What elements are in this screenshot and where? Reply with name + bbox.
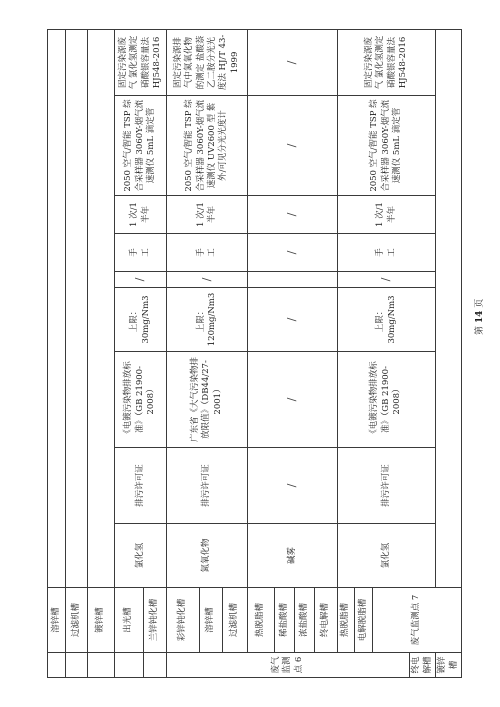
tank-cell: 浓盐酸槽 bbox=[295, 588, 315, 653]
monitoring-table-sheet bbox=[47, 30, 459, 678]
monitoring-point-cell: 废气监测点 6 bbox=[167, 653, 410, 678]
method-cell: 固定污染源废气 氯化氢测定 硝酸银容量法 HJ548-2016 bbox=[115, 29, 167, 95]
table-row bbox=[436, 29, 462, 677]
table-row bbox=[248, 29, 275, 677]
standard-cell: 广东省《大气污染物排放限值》（DB44/27-2001） bbox=[167, 352, 248, 448]
slash-cell: / bbox=[248, 29, 338, 95]
tank-cell: 稀盐酸槽 bbox=[275, 588, 295, 653]
pollutant-cell: 碱雾 bbox=[248, 524, 338, 588]
tank-cell: 终电解槽 bbox=[315, 588, 338, 653]
slash-cell: / bbox=[248, 234, 338, 272]
monitoring-table bbox=[47, 29, 462, 678]
tank-cell: 溶锌槽 bbox=[48, 588, 66, 653]
tank-cell: 溶锌槽 bbox=[200, 588, 223, 653]
frequency-cell: 1 次/1 半年 bbox=[167, 196, 248, 234]
slash-cell: / bbox=[338, 272, 436, 288]
tank-cell: 彩锌钝化槽 bbox=[167, 588, 200, 653]
basis-cell: 排污许可证 bbox=[167, 448, 248, 524]
tank-cell: 镀锌槽 bbox=[88, 588, 115, 653]
table-row bbox=[115, 29, 144, 677]
tank-cell: 过滤机槽 bbox=[66, 588, 88, 653]
instrument-cell: 2050 空气/智能 TSP 综合采样器 3060Y-烟气流速测仪 UV2600 型 紫外/可见分光光度计 bbox=[167, 96, 248, 196]
slash-cell: / bbox=[167, 272, 248, 288]
slash-cell: / bbox=[248, 352, 338, 448]
pollutant-cell: 氯化氢 bbox=[115, 524, 167, 588]
slash-cell: / bbox=[248, 448, 338, 524]
instrument-cell: 2050 空气/智能 TSP 综合采样器 3060Y-烟气流速测仪 5mL 滴定管 bbox=[115, 96, 167, 196]
instrument-cell: 2050 空气/智能 TSP 综合采样器 3060Y-烟气流速测仪 5mL 滴定管 bbox=[338, 96, 436, 196]
tank-cell: 兰锌钝化槽 bbox=[144, 588, 167, 653]
standard-cell: 《电镀污染物排放标准》（GB 21900-2008） bbox=[115, 352, 167, 448]
tank-cell: 镀锌槽 bbox=[436, 653, 462, 678]
tank-cell: 电解脱脂槽 bbox=[355, 588, 373, 653]
mode-cell: 手 工 bbox=[338, 234, 436, 272]
slash-cell: / bbox=[248, 288, 338, 352]
monitoring-point-cell: 废气监测点 7 bbox=[373, 588, 462, 653]
tank-cell: 出光槽 bbox=[115, 588, 144, 653]
limit-cell: 上限： 30mg/Nm3 bbox=[115, 288, 167, 352]
table-row bbox=[338, 29, 355, 677]
pollutant-cell: 氯化氢 bbox=[338, 524, 436, 588]
pollutant-cell: 氮氧化物 bbox=[167, 524, 248, 588]
table-row bbox=[66, 29, 88, 677]
frequency-cell: 1 次/1 半年 bbox=[338, 196, 436, 234]
basis-cell: 排污许可证 bbox=[115, 448, 167, 524]
tank-cell: 过滤机槽 bbox=[223, 588, 248, 653]
method-cell: 固定污染源排气中氮氧化物的测定 盐酸萘乙二胺分光光度法 HJ/T 43-1999 bbox=[167, 29, 248, 95]
mode-cell: 手 工 bbox=[115, 234, 167, 272]
table-row bbox=[88, 29, 115, 677]
table-row bbox=[48, 29, 66, 677]
standard-cell: 《电镀污染物排放标准》（GB 21900-2008） bbox=[338, 352, 436, 448]
method-cell: 固定污染源废气 氯化氢测定 硝酸银容量法 HJ548-2016 bbox=[338, 29, 436, 95]
limit-cell: 上限： 120mg/Nm3 bbox=[167, 288, 248, 352]
basis-cell: 排污许可证 bbox=[338, 448, 436, 524]
tank-cell: 终电解槽 bbox=[410, 653, 436, 678]
table-row bbox=[167, 29, 200, 677]
frequency-cell: 1 次/1 半年 bbox=[115, 196, 167, 234]
slash-cell: / bbox=[248, 196, 338, 234]
slash-cell: / bbox=[248, 96, 338, 196]
page-number: 第 14 页 bbox=[475, 298, 485, 335]
tank-cell: 热脱脂槽 bbox=[248, 588, 275, 653]
limit-cell: 上限： 30mg/Nm3 bbox=[338, 288, 436, 352]
tank-cell: 热脱脂槽 bbox=[338, 588, 355, 653]
slash-cell: / bbox=[115, 272, 167, 288]
mode-cell: 手 工 bbox=[167, 234, 248, 272]
